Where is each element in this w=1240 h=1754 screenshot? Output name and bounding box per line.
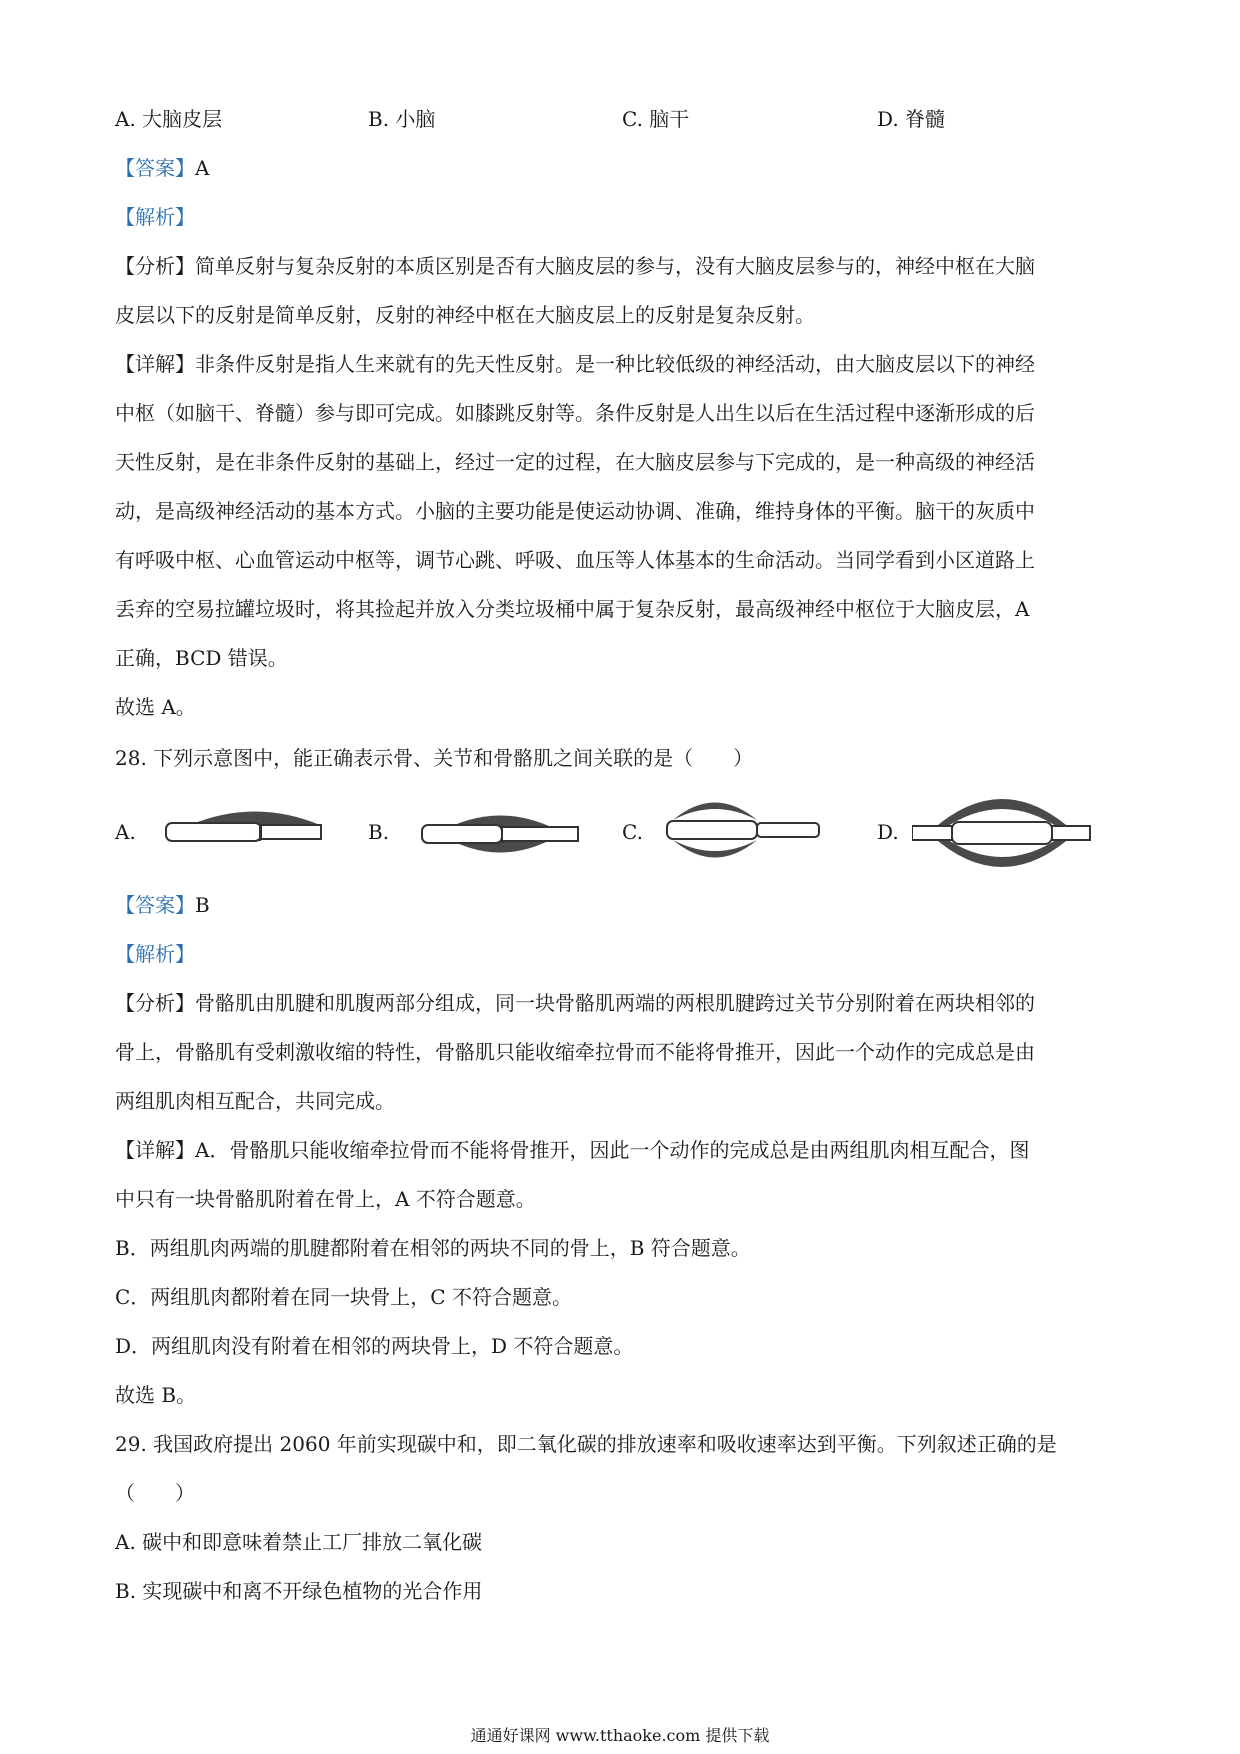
q28-fig-label-b: B. <box>368 820 390 844</box>
q27-option-a: A. 大脑皮层 <box>115 107 223 131</box>
q28-fig-label-d: D. <box>877 820 899 844</box>
q28-choose: 故选 B。 <box>115 1383 197 1407</box>
q28-detail-line-1 <box>115 1136 1029 1164</box>
q28-detail-line-b: B．两组肌肉两端的肌腱都附着在相邻的两块不同的骨上，B 符合题意。 <box>115 1236 751 1260</box>
q27-option-c: C. 脑干 <box>622 107 690 131</box>
q27-detail-line-7: 正确，BCD 错误。 <box>115 646 288 670</box>
q28-detail-line-d: D．两组肌肉没有附着在相邻的两块骨上，D 不符合题意。 <box>115 1334 634 1358</box>
q27-option-d: D. 脊髓 <box>877 107 946 131</box>
answer-value: B <box>195 893 210 917</box>
q28-figure-d <box>912 788 1092 878</box>
q28-figure-a <box>160 800 325 860</box>
analysis-tag: 【解析】 <box>115 942 195 966</box>
q28-question: 28. 下列示意图中，能正确表示骨、关节和骨骼肌之间关联的是（ ） <box>115 746 754 770</box>
q27-option-b: B. 小脑 <box>368 107 436 131</box>
q29-question-line-2: （ ） <box>115 1481 195 1505</box>
bone-shape <box>166 823 261 841</box>
q28-fenxi-line-1 <box>115 989 1035 1017</box>
answer-value: A <box>195 156 210 180</box>
q29-question-line-1: 29. 我国政府提出 2060 年前实现碳中和，即二氧化碳的排放速率和吸收速率达到平衡。下列叙述正确的是 <box>115 1432 1057 1456</box>
q29-option-b: B. 实现碳中和离不开绿色植物的光合作用 <box>115 1579 483 1603</box>
q27-detail-line-1 <box>115 350 1035 378</box>
bone-shape <box>1052 826 1090 840</box>
detail-tag: 【详解】 <box>115 352 195 376</box>
q27-detail-line-2: 中枢（如脑干、脊髓）参与即可完成。如膝跳反射等。条件反射是人出生以后在生活过程中逐渐形成的后 <box>115 401 1035 425</box>
q27-analysis-heading <box>115 203 195 231</box>
bone-shape <box>261 825 321 839</box>
q28-fenxi-line-3: 两组肌肉相互配合，共同完成。 <box>115 1089 395 1113</box>
muscle-shape <box>673 840 757 858</box>
q27-fenxi-line-1 <box>115 252 1035 280</box>
q28-fig-label-c: C. <box>622 820 643 844</box>
q28-detail-line-c: C．两组肌肉都附着在同一块骨上，C 不符合题意。 <box>115 1285 572 1309</box>
q28-detail-line-2: 中只有一块骨骼肌附着在骨上，A 不符合题意。 <box>115 1187 536 1211</box>
bone-shape <box>667 821 757 839</box>
q27-answer-line <box>115 154 209 182</box>
bone-shape <box>502 827 578 841</box>
q28-fig-label-a: A. <box>115 820 136 844</box>
bone-shape <box>422 825 502 843</box>
q27-detail-line-5: 有呼吸中枢、心血管运动中枢等，调节心跳、呼吸、血压等人体基本的生命活动。当同学看到小区道路上 <box>115 548 1035 572</box>
q28-figure-c <box>665 790 825 870</box>
q27-detail-line-3: 天性反射，是在非条件反射的基础上，经过一定的过程，在大脑皮层参与下完成的，是一种高级的神经活 <box>115 450 1035 474</box>
q28-figure-b <box>418 800 583 870</box>
bone-shape <box>757 823 819 837</box>
q27-choose: 故选 A。 <box>115 695 196 719</box>
fenxi-text: 简单反射与复杂反射的本质区别是否有大脑皮层的参与，没有大脑皮层参与的，神经中枢在大脑 <box>195 254 1035 278</box>
answer-tag: 【答案】 <box>115 156 195 180</box>
bone-shape <box>952 822 1052 844</box>
analysis-tag: 【解析】 <box>115 205 195 229</box>
answer-tag: 【答案】 <box>115 893 195 917</box>
page-footer: 通通好课网 www.tthaoke.com 提供下载 <box>470 1726 770 1745</box>
fenxi-tag: 【分析】 <box>115 991 195 1015</box>
fenxi-text: 骨骼肌由肌腱和肌腹两部分组成，同一块骨骼肌两端的两根肌腱跨过关节分别附着在两块相邻的 <box>195 991 1035 1015</box>
q28-answer-line <box>115 891 210 919</box>
muscle-shape <box>673 803 757 821</box>
detail-tag: 【详解】 <box>115 1138 195 1162</box>
q28-analysis-heading <box>115 940 195 968</box>
q27-detail-line-6: 丢弃的空易拉罐垃圾时，将其捡起并放入分类垃圾桶中属于复杂反射，最高级神经中枢位于大脑皮层，A <box>115 597 1030 621</box>
q27-fenxi-line-2: 皮层以下的反射是简单反射，反射的神经中枢在大脑皮层上的反射是复杂反射。 <box>115 303 815 327</box>
q29-option-a: A. 碳中和即意味着禁止工厂排放二氧化碳 <box>115 1530 483 1554</box>
detail-text: A．骨骼肌只能收缩牵拉骨而不能将骨推开，因此一个动作的完成总是由两组肌肉相互配合，图 <box>195 1138 1030 1162</box>
bone-shape <box>912 826 952 840</box>
q28-fenxi-line-2: 骨上，骨骼肌有受刺激收缩的特性，骨骼肌只能收缩牵拉骨而不能将骨推开，因此一个动作的完成总是由 <box>115 1040 1035 1064</box>
detail-text: 非条件反射是指人生来就有的先天性反射。是一种比较低级的神经活动，由大脑皮层以下的神经 <box>195 352 1035 376</box>
fenxi-tag: 【分析】 <box>115 254 195 278</box>
q27-detail-line-4: 动，是高级神经活动的基本方式。小脑的主要功能是使运动协调、准确，维持身体的平衡。脑干的灰质中 <box>115 499 1035 523</box>
